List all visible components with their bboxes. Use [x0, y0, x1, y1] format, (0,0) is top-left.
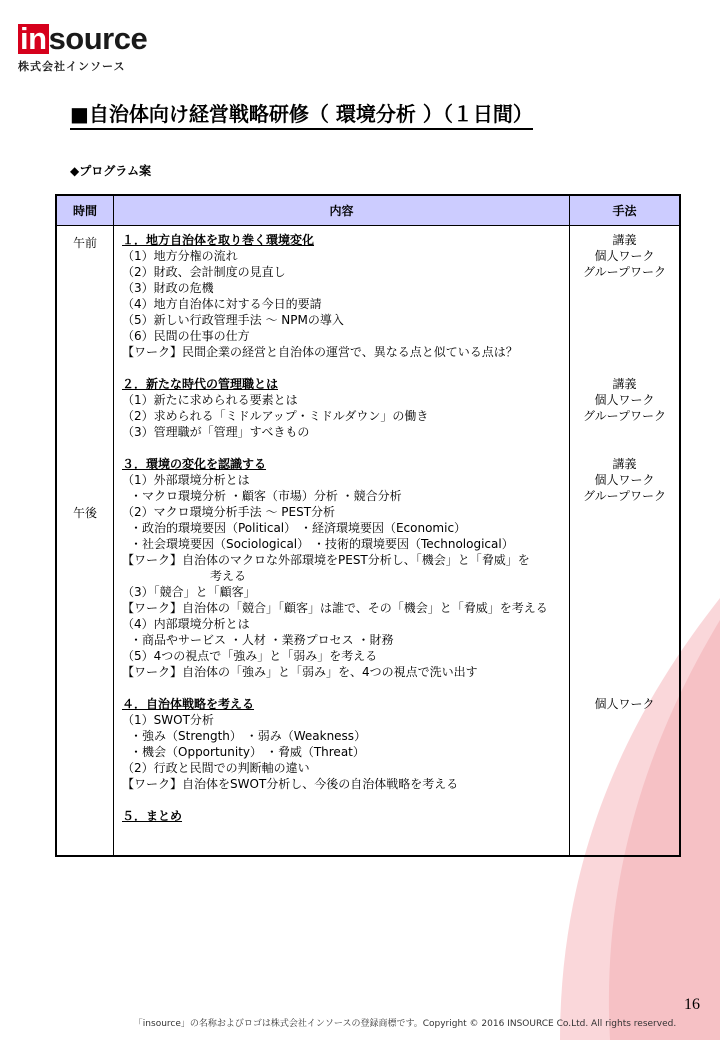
method-item: 個人ワーク [594, 473, 655, 487]
section-heading: １．地方自治体を取り巻く環境変化 [122, 233, 315, 247]
header-method: 手法 [612, 204, 637, 218]
method-item: 個人ワーク [594, 697, 655, 711]
header-content: 内容 [329, 204, 354, 218]
content-line: （5）4つの視点で「強み」と「弱み」を考える [122, 649, 378, 663]
method-item: 個人ワーク [594, 249, 655, 263]
work-line: 【ワーク】民間企業の経営と自治体の運営で、異なる点と似ている点は？ [122, 345, 518, 359]
content-line: （2）行政と民間での判断軸の違い [122, 761, 310, 775]
method-item: 講義 [612, 233, 637, 247]
method-item: グループワーク [582, 409, 667, 423]
method-item: 個人ワーク [594, 393, 655, 407]
column-divider [113, 196, 114, 855]
work-line: 【ワーク】自治体のマクロな外部環境をPEST分析し、「機会」と「脅威」を [122, 553, 530, 567]
company-logo [18, 21, 148, 74]
work-line: 【ワーク】自治体をSWOT分析し、今後の自治体戦略を考える [122, 777, 459, 791]
content-line: （3）財政の危機 [122, 281, 214, 295]
footer-copyright: 「insource」の名称およびロゴは株式会社インソースの登録商標です。Copyright © 2016 INSOURCE Co.Ltd. All rights reserved. [133, 1019, 677, 1029]
content-column [122, 232, 562, 824]
content-line: （1）新たに求められる要素とは [122, 393, 298, 407]
content-line: （5）新しい行政管理手法 〜 NPMの導入 [122, 313, 344, 327]
program-subtitle: ◆プログラム案 [70, 164, 152, 178]
work-line: 【ワーク】自治体の「強み」と「弱み」を、4つの視点で洗い出す [122, 665, 478, 679]
method-group [570, 696, 679, 712]
content-line: ・社会環境要因（Sociological） ・技術的環境要因（Technological） [130, 537, 514, 551]
header-time: 時間 [72, 204, 97, 218]
method-group [570, 376, 679, 424]
method-group [570, 232, 679, 280]
content-line: ・政治的環境要因（Political） ・経済環境要因（Economic） [130, 521, 467, 535]
time-pm: 午後 [72, 506, 97, 520]
content-line: ・機会（Opportunity） ・脅威（Threat） [130, 745, 365, 759]
content-line: （2）財政、会計制度の見直し [122, 265, 286, 279]
content-line: （6）民間の仕事の仕方 [122, 329, 250, 343]
content-line: （4）地方自治体に対する今日的要請 [122, 297, 322, 311]
work-line-cont: 考える [210, 569, 247, 583]
program-table [55, 194, 681, 857]
content-line: （2）求められる「ミドルアップ・ミドルダウン」の働き [122, 409, 429, 423]
content-line: （1）SWOT分析 [122, 713, 214, 727]
method-item: 講義 [612, 377, 637, 391]
page-title: ■自治体向け経営戦略研修（ 環境分析 ）（１日間） [70, 98, 533, 130]
content-line: （3）管理職が「管理」すべきもの [122, 425, 310, 439]
content-line: ・マクロ環境分析 ・顧客（市場）分析 ・競合分析 [130, 489, 402, 503]
method-item: 講義 [612, 457, 637, 471]
logo-rest: source [48, 21, 148, 56]
content-line: ・商品やサービス ・人材 ・業務プロセス ・財務 [130, 633, 394, 647]
time-am: 午前 [72, 236, 97, 250]
column-divider [569, 196, 570, 855]
section-heading: ４．自治体戦略を考える [122, 697, 255, 711]
method-group [570, 456, 679, 504]
content-line: （1）地方分権の流れ [122, 249, 238, 263]
content-line: ・強み（Strength） ・弱み（Weakness） [130, 729, 367, 743]
method-item: グループワーク [582, 489, 667, 503]
table-header [57, 196, 679, 226]
page-number: 16 [684, 996, 700, 1013]
method-item: グループワーク [582, 265, 667, 279]
content-line: （4）内部環境分析とは [122, 617, 250, 631]
section-heading: ３．環境の変化を認識する [122, 457, 267, 471]
logo-company-name: 株式会社インソース [18, 60, 126, 73]
content-line: （2）マクロ環境分析手法 〜 PEST分析 [122, 505, 336, 519]
content-line: （1）外部環境分析とは [122, 473, 250, 487]
content-line: （3）「競合」と「顧客」 [122, 585, 256, 599]
work-line: 【ワーク】自治体の「競合」「顧客」は誰で、その「機会」と「脅威」を考える [122, 601, 548, 615]
section-heading: ５．まとめ [122, 809, 183, 823]
section-heading: ２．新たな時代の管理職とは [122, 377, 279, 391]
logo-in: in [20, 21, 47, 56]
